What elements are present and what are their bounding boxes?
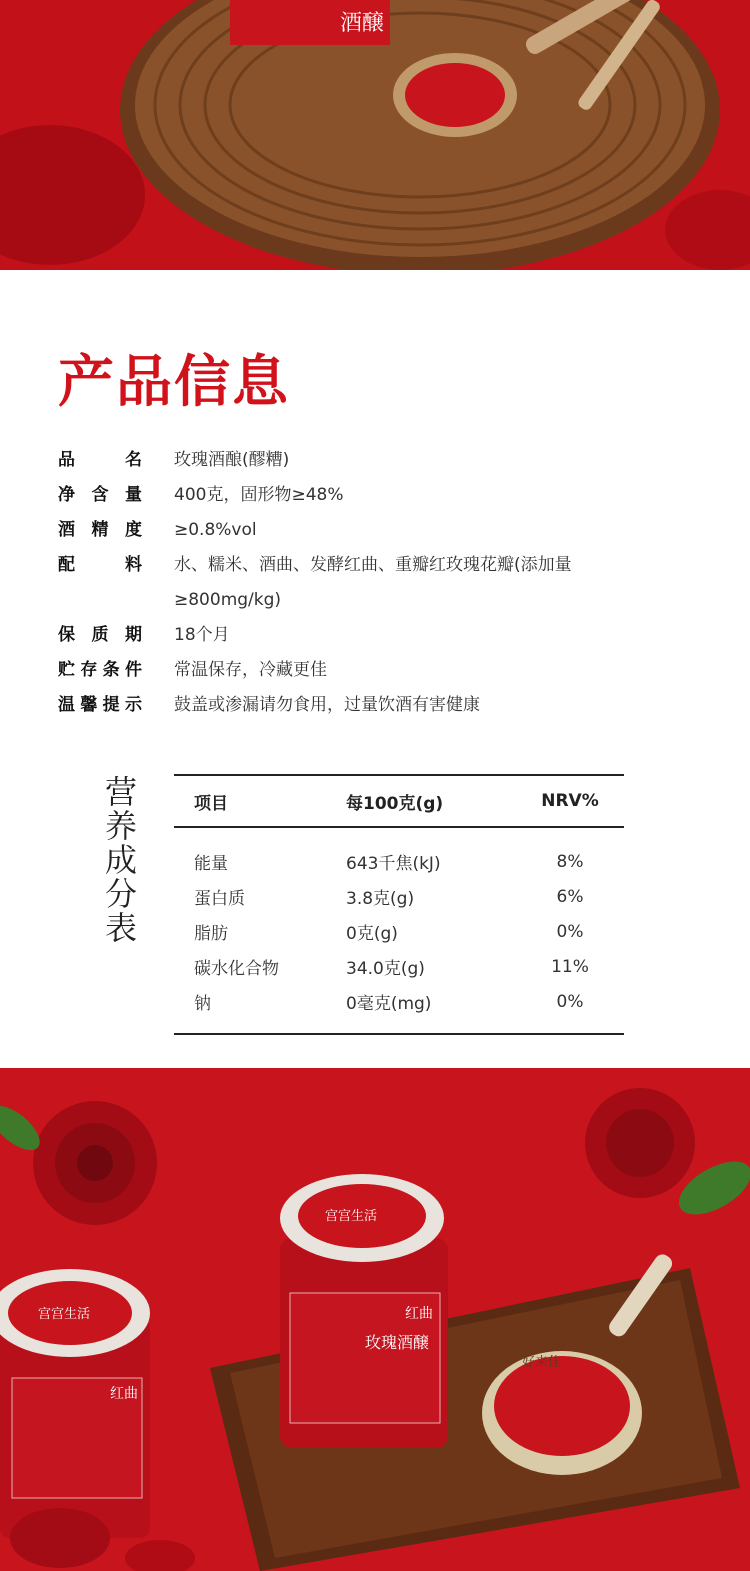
center-jar-red: 红曲 bbox=[405, 1306, 433, 1322]
info-value: 水、糯米、酒曲、发酵红曲、重瓣红玫瑰花瓣(添加量≥800mg/kg) bbox=[174, 555, 572, 610]
left-jar-brand: 宫宫生活 bbox=[38, 1307, 91, 1322]
info-row-net-content bbox=[58, 478, 698, 513]
table-row bbox=[174, 984, 624, 1019]
header-nrv: NRV% bbox=[541, 791, 599, 811]
cell-item: 蛋白质 bbox=[194, 889, 245, 909]
info-value: 玫瑰酒酿(醪糟) bbox=[174, 450, 290, 470]
info-value: 400克，固形物≥48% bbox=[174, 485, 344, 505]
top-jar-label: 酒醸 bbox=[340, 11, 385, 36]
info-row-name bbox=[58, 443, 698, 478]
center-jar-brand: 宫宫生活 bbox=[325, 1209, 378, 1224]
cell-nrv: 0% bbox=[556, 991, 584, 1012]
top-product-photo bbox=[0, 0, 750, 270]
info-value: 鼓盖或渗漏请勿食用，过量饮酒有害健康 bbox=[174, 695, 480, 715]
cell-nrv: 6% bbox=[556, 886, 584, 907]
info-value: ≥0.8%vol bbox=[174, 520, 257, 540]
nutrition-title: 营养成分表 bbox=[104, 773, 137, 947]
cell-nrv: 0% bbox=[556, 921, 584, 942]
table-row bbox=[174, 879, 624, 914]
info-label: 贮存条件 bbox=[58, 660, 142, 680]
info-row-ingredients bbox=[58, 548, 698, 618]
cell-nrv: 11% bbox=[551, 956, 589, 977]
cell-amount: 0克(g) bbox=[346, 924, 398, 944]
info-row-warning bbox=[58, 688, 698, 723]
product-info-title: 产品信息 bbox=[58, 350, 290, 415]
nutrition-table bbox=[174, 774, 624, 1035]
info-label: 净含量 bbox=[58, 485, 142, 505]
info-label: 酒精度 bbox=[58, 520, 142, 540]
info-label: 温馨提示 bbox=[58, 695, 142, 715]
table-row bbox=[174, 914, 624, 949]
table-row bbox=[174, 949, 624, 984]
info-label: 品名 bbox=[58, 450, 142, 470]
info-row-shelf-life bbox=[58, 618, 698, 653]
cell-amount: 0毫克(mg) bbox=[346, 994, 432, 1014]
info-label: 保质期 bbox=[58, 625, 142, 645]
cell-amount: 643千焦(kJ) bbox=[346, 854, 441, 874]
bottom-product-photo bbox=[0, 1068, 750, 1571]
center-jar-name: 玫瑰酒醸 bbox=[365, 1333, 430, 1352]
table-row bbox=[174, 844, 624, 879]
cell-item: 钠 bbox=[194, 994, 211, 1014]
info-row-alcohol bbox=[58, 513, 698, 548]
info-value: 18个月 bbox=[174, 625, 230, 645]
info-value: 常温保存，冷藏更佳 bbox=[174, 660, 327, 680]
left-jar-red: 红曲 bbox=[110, 1386, 138, 1402]
header-per-100g: 每100克(g) bbox=[346, 793, 444, 814]
cell-item: 碳水化合物 bbox=[194, 959, 279, 979]
cell-amount: 34.0克(g) bbox=[346, 959, 425, 979]
header-item: 项目 bbox=[194, 793, 228, 814]
nutrition-header-row bbox=[174, 776, 624, 828]
product-info-list bbox=[58, 443, 698, 723]
cell-item: 能量 bbox=[194, 854, 228, 874]
cell-nrv: 8% bbox=[556, 851, 584, 872]
bowl-text: 好来佳 bbox=[522, 1355, 562, 1370]
cell-amount: 3.8克(g) bbox=[346, 889, 415, 909]
info-label: 配料 bbox=[58, 555, 142, 575]
cell-item: 脂肪 bbox=[194, 924, 228, 944]
info-row-storage bbox=[58, 653, 698, 688]
